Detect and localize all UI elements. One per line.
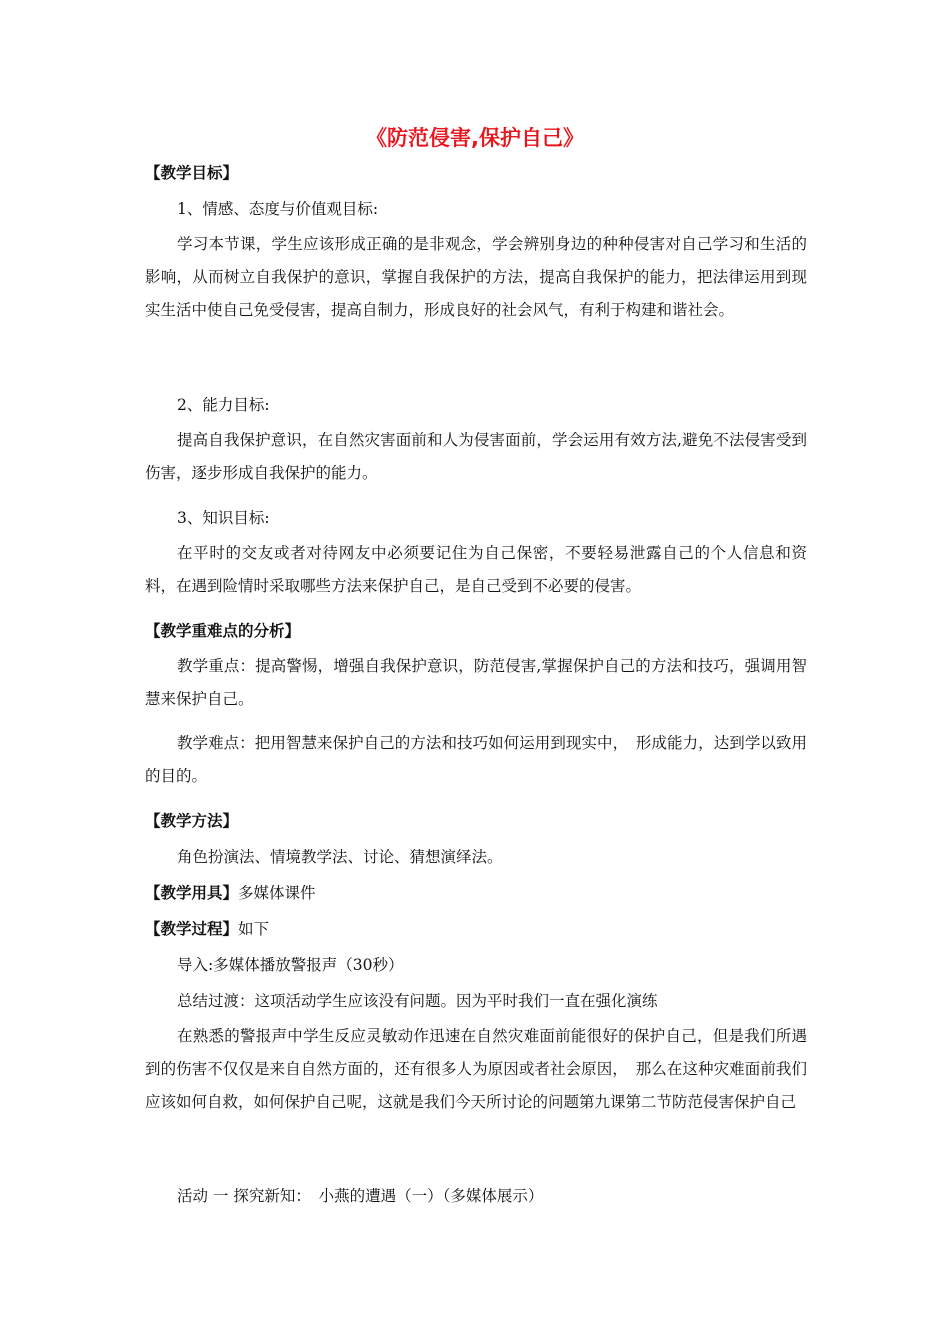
process-text: 如下 — [238, 920, 270, 938]
tools-text: 多媒体课件 — [238, 884, 316, 902]
process-line — [145, 918, 269, 940]
tools-line — [145, 882, 316, 904]
document-title: 《防范侵害,保护自己》 — [366, 126, 584, 150]
keypoints-heading: 【教学重难点的分析】 — [145, 622, 301, 640]
difficulty-paragraph: 教学难点：把用智慧来保护自己的方法和技巧如何运用到现实中， 形成能力，达到学以致用的目的。 — [145, 734, 807, 785]
goal1-paragraph: 学习本节课，学生应该形成正确的是非观念，学会辨别身边的种种侵害对自己学习和生活的影响，从而树立自我保护的意识，掌握自我保护的方法，提高自我保护的能力，把法律运用到现实生活中使自己免受侵害，提高自制力，形成良好的社会风气，有利于构建和谐社会。 — [145, 235, 807, 319]
keypoint-paragraph: 教学重点：提高警惕，增强自我保护意识，防范侵害,掌握保护自己的方法和技巧，强调用智慧来保护自己。 — [145, 657, 807, 708]
methods-text: 角色扮演法、情境教学法、讨论、猜想演绎法。 — [177, 848, 503, 866]
summary-text: 总结过渡：这项活动学生应该没有问题。因为平时我们一直在强化演练 — [177, 992, 658, 1010]
goal2-paragraph: 提高自我保护意识，在自然灾害面前和人为侵害面前，学会运用有效方法,避免不法侵害受到伤害，逐步形成自我保护的能力。 — [145, 431, 807, 482]
methods-heading: 【教学方法】 — [145, 812, 239, 830]
goals-heading: 【教学目标】 — [145, 164, 239, 182]
process-heading: 【教学过程】 — [145, 920, 239, 938]
intro-text: 导入:多媒体播放警报声（30秒） — [177, 956, 404, 974]
goal3-label: 3、知识目标: — [177, 509, 270, 527]
tools-heading: 【教学用具】 — [145, 884, 239, 902]
goal1-label: 1、情感、态度与价值观目标: — [177, 200, 379, 218]
body-paragraph: 在熟悉的警报声中学生反应灵敏动作迅速在自然灾难面前能很好的保护自己，但是我们所遇到的伤害不仅仅是来自自然方面的，还有很多人为原因或者社会原因， 那么在这种灾难面前我们应该如何自救，如何保护自己呢，这就是我们今天所讨论的问题第九课第二节防范侵害保护自己 — [145, 1027, 807, 1111]
activity-text: 活动 一 探究新知： 小燕的遭遇（一）（多媒体展示） — [177, 1187, 544, 1205]
goal2-label: 2、能力目标: — [177, 396, 270, 414]
goal3-paragraph: 在平时的交友或者对待网友中必须要记住为自己保密，不要轻易泄露自己的个人信息和资料，在遇到险情时采取哪些方法来保护自己，是自己受到不必要的侵害。 — [145, 544, 807, 595]
